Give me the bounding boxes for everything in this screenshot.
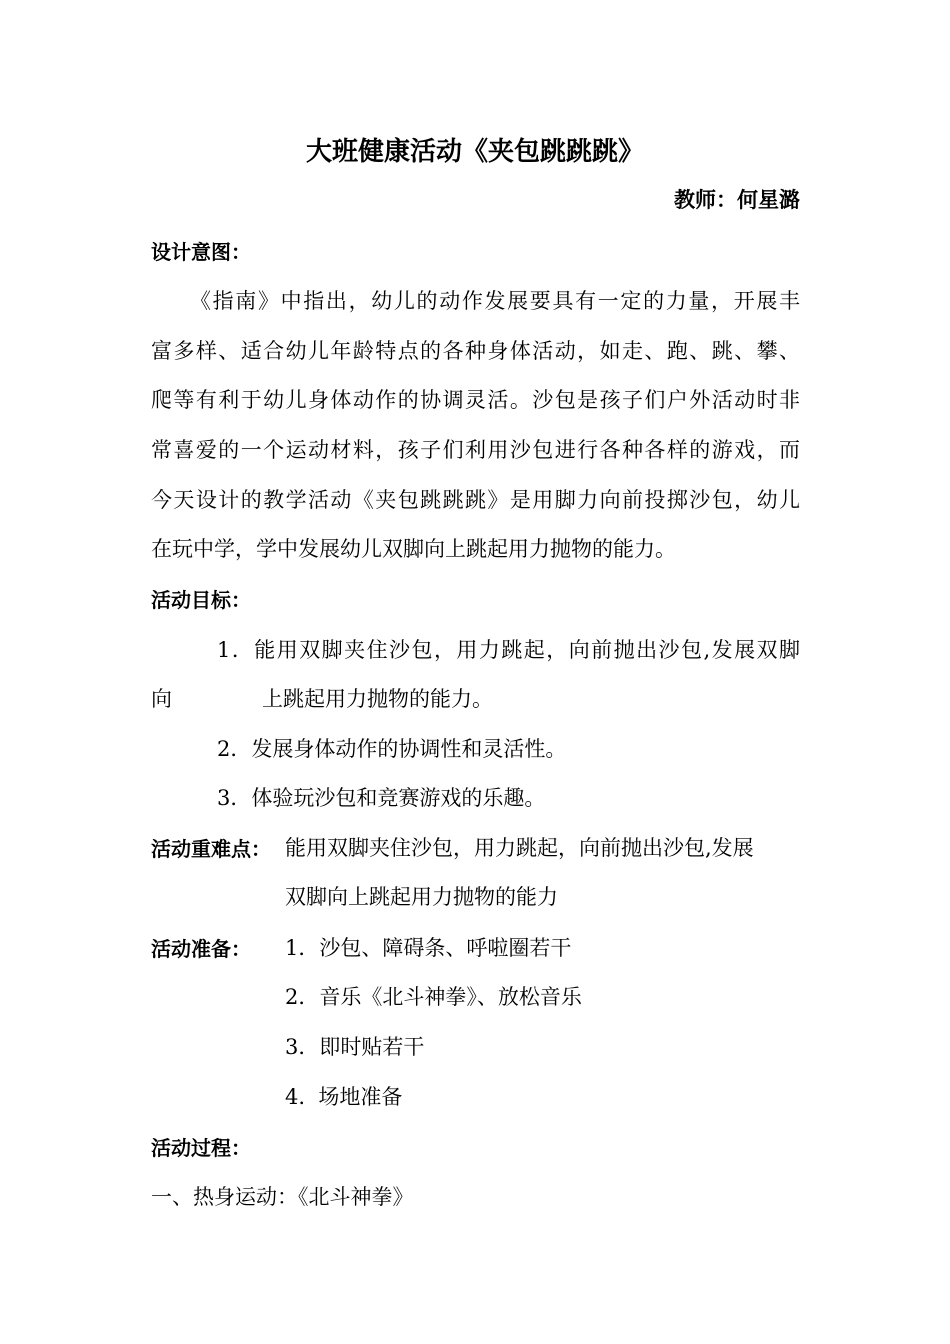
preparation-item: 1．沙包、障碍条、呼啦圈若干 [285, 936, 572, 960]
design-paragraph-line: 今天设计的教学活动《夹包跳跳跳》是用脚力向前投掷沙包，幼儿 [151, 488, 800, 512]
teacher-name: 教师：何星潞 [674, 188, 800, 212]
design-paragraph-line: 爬等有利于幼儿身体动作的协调灵活。沙包是孩子们户外活动时非 [151, 388, 800, 412]
design-paragraph-line: 富多样、适合幼儿年龄特点的各种身体活动，如走、跑、跳、攀、 [151, 339, 800, 363]
goal-item-2: 2．发展身体动作的协调性和灵活性。 [217, 737, 567, 761]
document-title: 大班健康活动《夹包跳跳跳》 [305, 137, 644, 167]
process-heading: 活动过程： [151, 1136, 251, 1160]
goal-item-1: 1．能用双脚夹住沙包，用力跳起，向前抛出沙包,发展双脚 [217, 638, 800, 662]
design-heading: 设计意图： [151, 240, 251, 264]
design-paragraph-line: 常喜爱的一个运动材料，孩子们利用沙包进行各种各样的游戏，而 [151, 438, 800, 462]
design-paragraph-line: 《指南》中指出，幼儿的动作发展要具有一定的力量，开展丰 [190, 289, 800, 313]
key-points-line: 双脚向上跳起用力抛物的能力 [285, 885, 558, 909]
goal-item-1-continuation-start: 向 [151, 687, 172, 711]
goals-heading: 活动目标： [151, 588, 251, 612]
goal-item-3: 3．体验玩沙包和竞赛游戏的乐趣。 [217, 786, 546, 810]
preparation-item: 4. 场地准备 [285, 1085, 403, 1109]
design-paragraph-line: 在玩中学，学中发展幼儿双脚向上跳起用力抛物的能力。 [151, 537, 676, 561]
key-points-line: 能用双脚夹住沙包，用力跳起，向前抛出沙包,发展 [285, 836, 754, 860]
key-points-heading: 活动重难点： [151, 837, 271, 861]
preparation-heading: 活动准备： [151, 937, 251, 961]
preparation-item: 2．音乐《北斗神拳》、放松音乐 [285, 985, 582, 1009]
process-step: 一、热身运动：《北斗神拳》 [151, 1185, 414, 1209]
preparation-item: 3．即时贴若干 [285, 1035, 425, 1059]
goal-item-1-continuation: 上跳起用力抛物的能力。 [262, 687, 493, 711]
